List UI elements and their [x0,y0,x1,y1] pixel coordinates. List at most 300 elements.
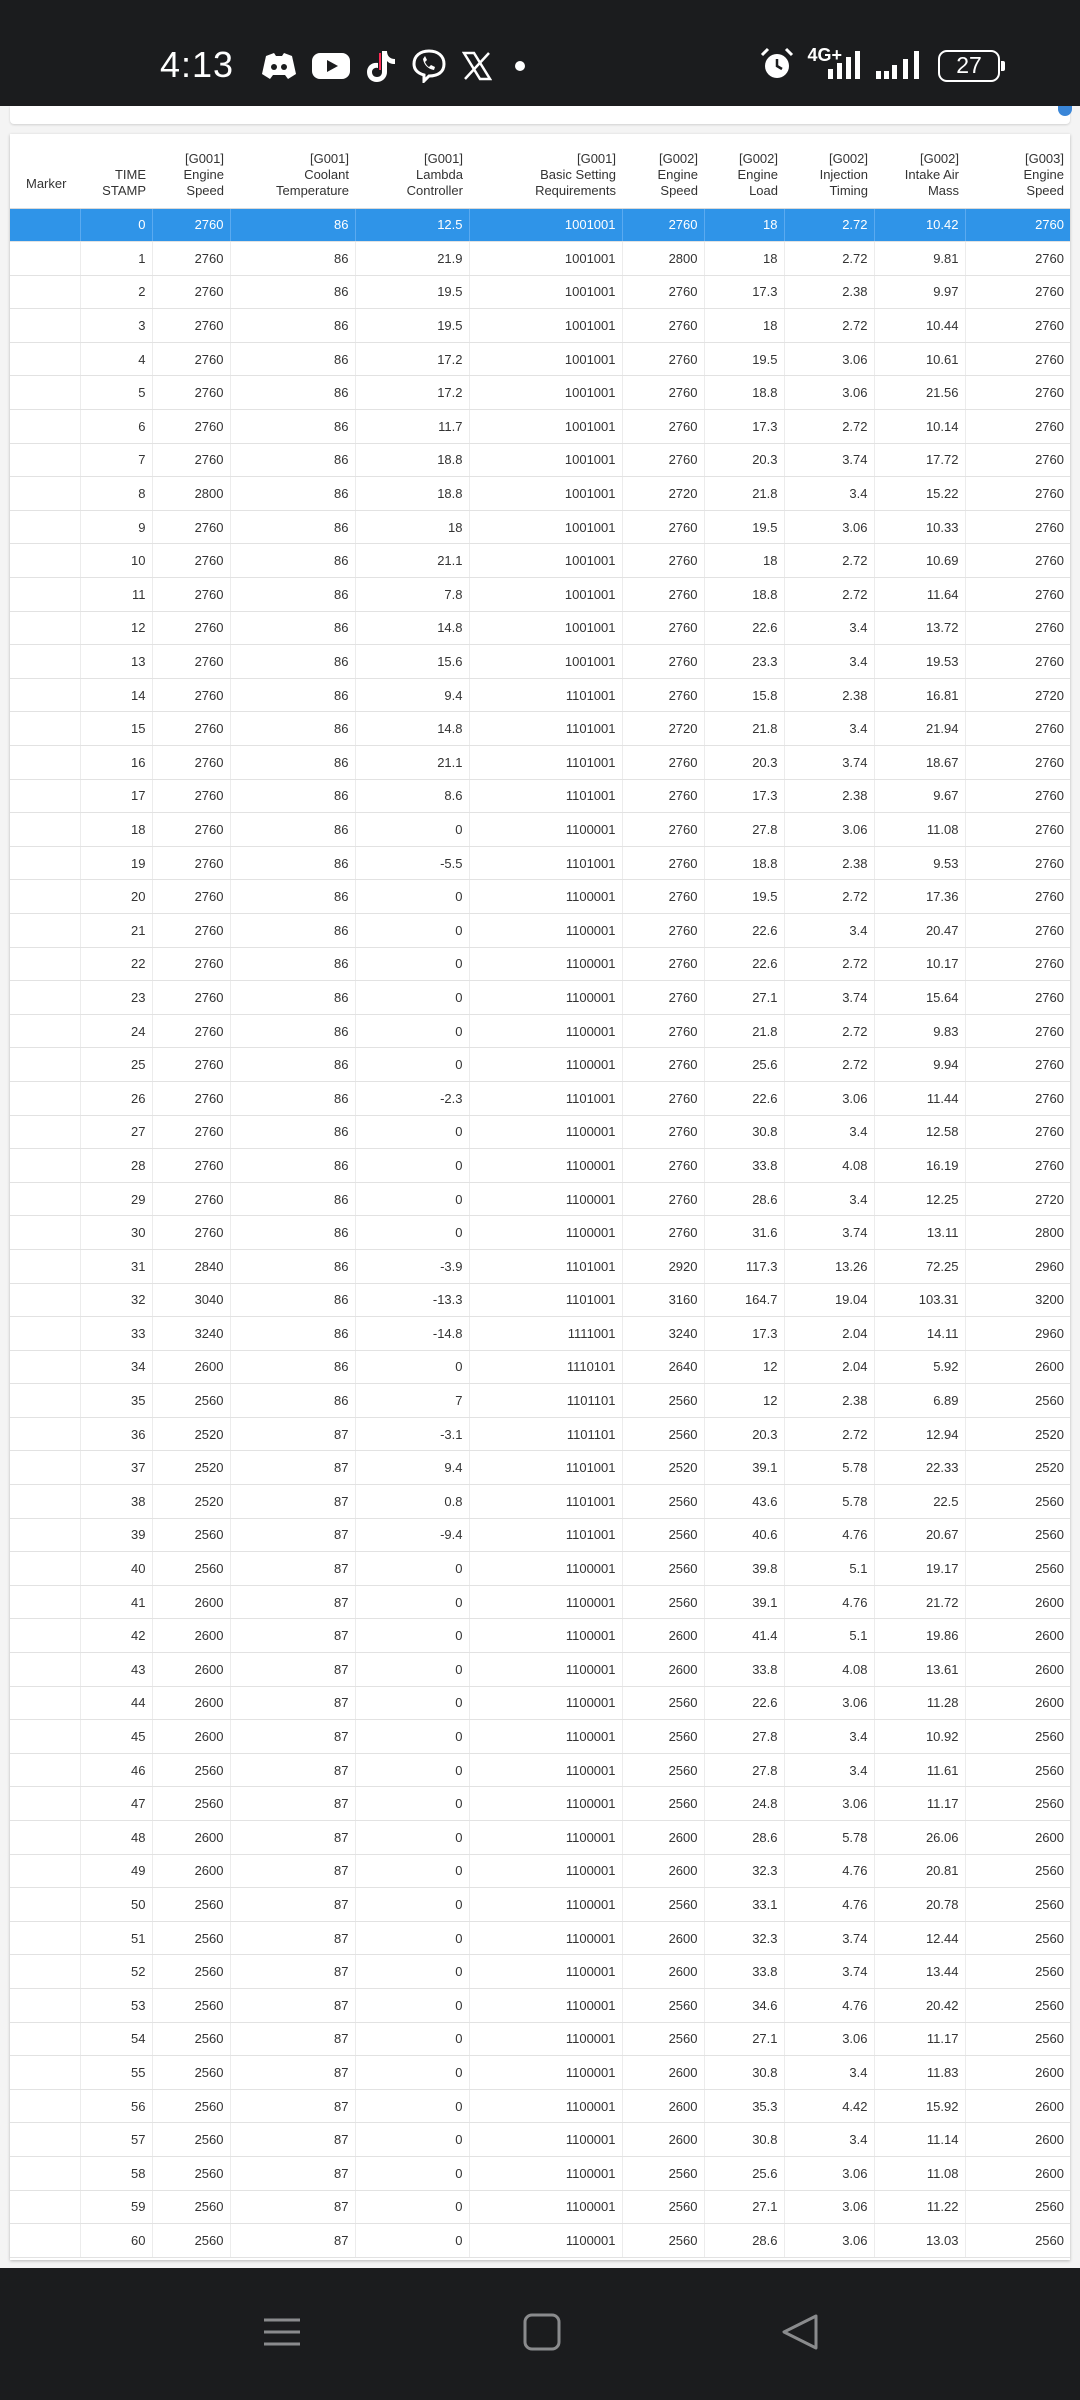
table-row[interactable] [10,1149,1070,1183]
column-header-marker[interactable] [10,134,80,208]
table-cell: 2600 [622,2056,704,2090]
table-row[interactable] [10,544,1070,578]
table-cell: 2560 [152,2156,230,2190]
table-cell: 21.1 [355,544,469,578]
table-row[interactable] [10,410,1070,444]
table-cell: 164.7 [704,1283,784,1317]
table-cell: 86 [230,1317,355,1351]
table-cell: 2.72 [784,410,874,444]
table-cell: 2560 [152,2089,230,2123]
table-cell: 27.8 [704,1720,784,1754]
table-row[interactable] [10,2123,1070,2157]
table-row[interactable] [10,645,1070,679]
table-cell: 41.4 [704,1619,784,1653]
table-cell: 1100001 [469,2190,622,2224]
table-cell: 0 [355,1753,469,1787]
table-row[interactable] [10,1048,1070,1082]
table-cell: 4.42 [784,2089,874,2123]
table-row[interactable] [10,1686,1070,1720]
column-header-line: Coolant [304,166,349,182]
table-cell: 9.97 [874,275,965,309]
table-cell: 1101001 [469,846,622,880]
marker-cell [10,342,80,376]
column-header-line: Lambda [416,166,463,182]
table-cell: 87 [230,1686,355,1720]
table-row[interactable] [10,1182,1070,1216]
table-cell: 32 [80,1283,152,1317]
table-cell: 1101001 [469,1081,622,1115]
marker-cell [10,510,80,544]
column-header[interactable] [622,134,704,208]
table-row[interactable] [10,1988,1070,2022]
marker-cell [10,813,80,847]
table-cell: 72.25 [874,1249,965,1283]
table-cell: 86 [230,645,355,679]
column-header[interactable] [874,134,965,208]
table-cell: 12 [80,611,152,645]
table-cell: 87 [230,2123,355,2157]
notification-icons [262,48,532,88]
table-cell: 30.8 [704,2056,784,2090]
table-row[interactable] [10,1384,1070,1418]
column-header[interactable] [965,134,1070,208]
table-row[interactable] [10,1283,1070,1317]
table-cell: 2760 [965,578,1070,612]
marker-cell [10,1955,80,1989]
table-cell: 33.8 [704,1955,784,1989]
table-cell: 2600 [622,1955,704,1989]
table-cell: 18.8 [355,443,469,477]
table-row[interactable] [10,342,1070,376]
table-cell: 26.06 [874,1821,965,1855]
menu-icon[interactable] [262,2312,302,2357]
table-cell: 17 [80,779,152,813]
table-cell: 19 [80,846,152,880]
table-cell: 2760 [152,1216,230,1250]
table-row[interactable] [10,1921,1070,1955]
table-cell: 87 [230,1787,355,1821]
table-row[interactable] [10,746,1070,780]
table-row[interactable] [10,1350,1070,1384]
table-cell: 2760 [622,947,704,981]
table-cell: 2560 [965,1720,1070,1754]
table-row[interactable] [10,1888,1070,1922]
table-cell: 4.76 [784,1585,874,1619]
table-cell: 2560 [965,1921,1070,1955]
table-row[interactable] [10,275,1070,309]
table-cell: 11.64 [874,578,965,612]
table-row[interactable] [10,208,1070,242]
log-table-card [10,134,1070,2260]
table-cell: 0.8 [355,1485,469,1519]
table-cell: 2760 [965,1081,1070,1115]
table-cell: 19.86 [874,1619,965,1653]
table-row[interactable] [10,309,1070,343]
table-cell: 1111001 [469,1317,622,1351]
table-cell: 3.4 [784,2123,874,2157]
table-cell: 25.6 [704,1048,784,1082]
table-cell: 2560 [965,1787,1070,1821]
column-header[interactable] [152,134,230,208]
table-cell: 5 [80,376,152,410]
table-cell: 22.6 [704,913,784,947]
table-cell: 86 [230,342,355,376]
table-cell: 87 [230,1720,355,1754]
table-cell: 2600 [965,1821,1070,1855]
table-cell: 17.3 [704,275,784,309]
table-row[interactable] [10,1249,1070,1283]
table-row[interactable] [10,1720,1070,1754]
table-cell: 2.38 [784,275,874,309]
table-cell: 51 [80,1921,152,1955]
table-cell: 13.72 [874,611,965,645]
table-row[interactable] [10,1585,1070,1619]
table-cell: 30 [80,1216,152,1250]
table-cell: 3.4 [784,645,874,679]
table-row[interactable] [10,1417,1070,1451]
table-row[interactable] [10,2224,1070,2258]
table-cell: 5.1 [784,1552,874,1586]
table-cell: 2520 [622,1451,704,1485]
table-cell: 21.8 [704,1014,784,1048]
table-cell: 56 [80,2089,152,2123]
table-row[interactable] [10,1485,1070,1519]
table-cell: 87 [230,1921,355,1955]
table-row[interactable] [10,913,1070,947]
table-cell: 10 [80,544,152,578]
table-row[interactable] [10,1552,1070,1586]
marker-cell [10,1787,80,1821]
table-row[interactable] [10,611,1070,645]
marker-cell [10,1485,80,1519]
table-row[interactable] [10,510,1070,544]
table-cell: 2560 [622,1720,704,1754]
table-cell: 28.6 [704,1182,784,1216]
table-cell: -2.3 [355,1081,469,1115]
table-cell: 24 [80,1014,152,1048]
table-cell: 3240 [622,1317,704,1351]
column-header-line: Temperature [276,182,349,198]
table-cell: 3.4 [784,1115,874,1149]
table-cell: 2560 [622,1686,704,1720]
table-row[interactable] [10,712,1070,746]
table-cell: 1100001 [469,947,622,981]
table-cell: 86 [230,1149,355,1183]
table-cell: 21.9 [355,242,469,276]
table-cell: 5.78 [784,1821,874,1855]
table-row[interactable] [10,1518,1070,1552]
table-cell: 2560 [152,1384,230,1418]
table-cell: 15.92 [874,2089,965,2123]
table-cell: 40.6 [704,1518,784,1552]
table-cell: 2760 [965,477,1070,511]
table-cell: 22.6 [704,1081,784,1115]
table-row[interactable] [10,779,1070,813]
table-cell: 20.78 [874,1888,965,1922]
table-cell: 2760 [152,779,230,813]
table-row[interactable] [10,813,1070,847]
table-cell: 32.3 [704,1854,784,1888]
table-row[interactable] [10,1955,1070,1989]
table-cell: 0 [355,1686,469,1720]
table-row[interactable] [10,1081,1070,1115]
table-cell: 2560 [965,1854,1070,1888]
table-cell: 86 [230,309,355,343]
table-cell: 2760 [152,880,230,914]
table-cell: 0 [355,1720,469,1754]
table-cell: 2560 [965,1485,1070,1519]
table-cell: 39.8 [704,1552,784,1586]
marker-cell [10,242,80,276]
table-cell: 8 [80,477,152,511]
table-cell: 17.2 [355,376,469,410]
table-cell: 0 [355,1653,469,1687]
table-row[interactable] [10,678,1070,712]
column-header[interactable] [355,134,469,208]
table-row[interactable] [10,2156,1070,2190]
table-cell: 19.5 [355,309,469,343]
network-type: 4G+ [807,44,842,65]
table-cell: 86 [230,880,355,914]
table-cell: 6 [80,410,152,444]
table-cell: 17.72 [874,443,965,477]
table-cell: 87 [230,1585,355,1619]
table-cell: 2920 [622,1249,704,1283]
table-cell: 15 [80,712,152,746]
table-cell: 2560 [622,2224,704,2258]
table-cell: 87 [230,1417,355,1451]
table-cell: 52 [80,1955,152,1989]
table-cell: 32.3 [704,1921,784,1955]
table-cell: 27.1 [704,2190,784,2224]
table-cell: 2760 [622,1182,704,1216]
table-cell: 2560 [152,2022,230,2056]
table-row[interactable] [10,1821,1070,1855]
column-header-line: Controller [406,182,463,198]
table-cell: 2560 [622,1888,704,1922]
table-row[interactable] [10,2022,1070,2056]
table-cell: 1100001 [469,1720,622,1754]
back-icon[interactable] [780,2312,820,2357]
table-cell: 2.72 [784,544,874,578]
marker-cell [10,2190,80,2224]
column-header-line: TIME [114,166,146,182]
table-cell: 2760 [152,1048,230,1082]
system-icons [759,46,1000,86]
column-header-line: Speed [1026,182,1064,198]
table-cell: 9.4 [355,1451,469,1485]
table-cell: 14.11 [874,1317,965,1351]
table-row[interactable] [10,981,1070,1015]
table-cell: 86 [230,410,355,444]
table-cell: 50 [80,1888,152,1922]
table-cell: 22 [80,947,152,981]
table-cell: 2760 [152,712,230,746]
table-row[interactable] [10,1451,1070,1485]
table-row[interactable] [10,1216,1070,1250]
table-cell: 34 [80,1350,152,1384]
table-cell: 2760 [152,913,230,947]
table-cell: 3 [80,309,152,343]
table-cell: 87 [230,1753,355,1787]
table-row[interactable] [10,1619,1070,1653]
table-cell: 48 [80,1821,152,1855]
table-cell: 21.8 [704,712,784,746]
table-cell: 37 [80,1451,152,1485]
table-cell: 2760 [152,981,230,1015]
table-cell: 2760 [152,813,230,847]
table-cell: 2760 [965,208,1070,242]
table-row[interactable] [10,947,1070,981]
table-row[interactable] [10,443,1070,477]
table-cell: 86 [230,1216,355,1250]
table-cell: 2760 [152,1115,230,1149]
marker-cell [10,208,80,242]
table-cell: 11.22 [874,2190,965,2224]
table-cell: 16.19 [874,1149,965,1183]
signal-icon [876,49,926,84]
table-cell: 0 [355,1787,469,1821]
table-cell: 1101001 [469,712,622,746]
app-content [0,106,1080,2268]
column-header-line: [G001] [423,150,463,166]
table-cell: 0 [355,2156,469,2190]
table-cell: 0 [355,1350,469,1384]
table-cell: 86 [230,1249,355,1283]
table-cell: 5.92 [874,1350,965,1384]
table-cell: 22.33 [874,1451,965,1485]
viber-icon [412,49,446,88]
tiktok-icon [366,49,396,88]
table-cell: 87 [230,1485,355,1519]
table-cell: 2560 [622,1518,704,1552]
table-row[interactable] [10,2190,1070,2224]
table-row[interactable] [10,1854,1070,1888]
table-cell: 2560 [622,1552,704,1586]
table-cell: 3.74 [784,1921,874,1955]
table-cell: 2560 [152,1921,230,1955]
table-row[interactable] [10,846,1070,880]
table-cell: 2760 [622,578,704,612]
table-cell: 1100001 [469,1988,622,2022]
column-header[interactable] [80,134,152,208]
marker-cell [10,1888,80,1922]
column-header[interactable] [230,134,355,208]
table-cell: 2600 [152,1350,230,1384]
discord-icon [262,52,296,85]
table-cell: 55 [80,2056,152,2090]
marker-cell [10,1115,80,1149]
column-header[interactable] [784,134,874,208]
table-cell: 1001001 [469,611,622,645]
table-cell: 17.36 [874,880,965,914]
table-cell: 1100001 [469,1821,622,1855]
home-icon[interactable] [522,2312,562,2357]
marker-cell [10,779,80,813]
column-header-line: Engine [657,166,698,182]
table-cell: 21.1 [355,746,469,780]
column-header[interactable] [469,134,622,208]
table-cell: 13.11 [874,1216,965,1250]
table-cell: 2760 [622,1081,704,1115]
table-cell: 2600 [965,2156,1070,2190]
table-cell: 26 [80,1081,152,1115]
marker-cell [10,1619,80,1653]
table-cell: 10.44 [874,309,965,343]
table-row[interactable] [10,578,1070,612]
table-row[interactable] [10,1753,1070,1787]
table-row[interactable] [10,1787,1070,1821]
table-cell: 1100001 [469,2224,622,2258]
table-cell: 2760 [622,544,704,578]
marker-cell [10,2123,80,2157]
marker-cell [10,712,80,746]
table-cell: 18 [80,813,152,847]
table-cell: 9.94 [874,1048,965,1082]
table-cell: 4.76 [784,1888,874,1922]
table-cell: 2560 [622,1417,704,1451]
table-cell: 2760 [152,1182,230,1216]
table-row[interactable] [10,1115,1070,1149]
table-cell: 0 [355,2190,469,2224]
table-cell: 2600 [622,2089,704,2123]
table-cell: 1100001 [469,2089,622,2123]
table-cell: 2760 [622,611,704,645]
table-cell: 2520 [965,1451,1070,1485]
table-cell: 86 [230,578,355,612]
column-header[interactable] [704,134,784,208]
column-header-line: [G001] [184,150,224,166]
marker-cell [10,1149,80,1183]
table-cell: 0 [355,1552,469,1586]
table-cell: 60 [80,2224,152,2258]
table-cell: 8.6 [355,779,469,813]
table-row[interactable] [10,376,1070,410]
table-row[interactable] [10,1317,1070,1351]
marker-cell [10,1216,80,1250]
table-row[interactable] [10,880,1070,914]
table-cell: 22.5 [874,1485,965,1519]
table-cell: 2760 [152,510,230,544]
table-row[interactable] [10,2056,1070,2090]
table-row[interactable] [10,1014,1070,1048]
table-cell: 2760 [152,746,230,780]
marker-cell [10,1753,80,1787]
table-cell: 2760 [965,1048,1070,1082]
table-cell: 2760 [965,913,1070,947]
marker-cell [10,1988,80,2022]
table-cell: 59 [80,2190,152,2224]
table-row[interactable] [10,242,1070,276]
table-cell: 2760 [622,779,704,813]
table-cell: 19.5 [355,275,469,309]
table-row[interactable] [10,1653,1070,1687]
table-cell: 19.5 [704,510,784,544]
table-cell: -3.9 [355,1249,469,1283]
table-cell: 49 [80,1854,152,1888]
table-cell: 2800 [622,242,704,276]
column-header-line: Marker [26,175,67,191]
table-cell: 22.6 [704,947,784,981]
table-row[interactable] [10,2089,1070,2123]
marker-cell [10,578,80,612]
table-cell: 4.76 [784,1518,874,1552]
table-cell: 23.3 [704,645,784,679]
table-cell: 2520 [152,1417,230,1451]
table-cell: 2800 [965,1216,1070,1250]
table-row[interactable] [10,477,1070,511]
table-cell: 2560 [965,1753,1070,1787]
